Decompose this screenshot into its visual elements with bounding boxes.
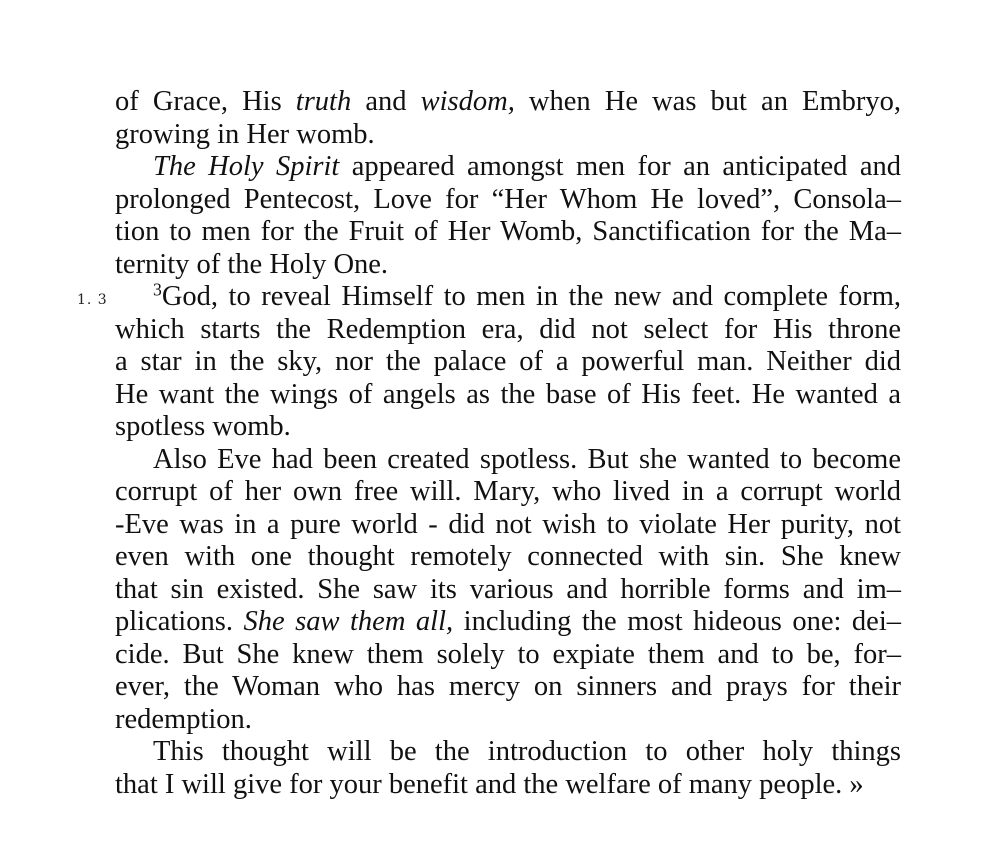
text-line: -Eve was in a pure world - did not wish to violate Her purity, not — [115, 508, 901, 540]
paragraph-start-line: Also Eve had been created spotless. But she wanted to become — [153, 443, 901, 475]
text-line: that I will give for your benefit and the welfare of many people. » — [115, 768, 864, 800]
text-line: of Grace, His truth and wisdom, when He was but an Embryo, — [115, 86, 901, 117]
text-line: growing in Her womb. — [115, 118, 375, 150]
text-line: cide. But She knew them solely to expiate them and to be, for– — [115, 638, 901, 670]
text-line: tion to men for the Fruit of Her Womb, Sanctification for the Ma– — [115, 216, 901, 247]
paragraph-start-line: The Holy Spirit appeared amongst men for an anticipated and — [153, 151, 901, 182]
verse-number: 3 — [153, 279, 162, 300]
text-line: redemption. — [115, 703, 252, 735]
text-line: prolonged Pentecost, Love for “Her Whom He loved”, Consola– — [115, 183, 901, 215]
text-line: which starts the Redemption era, did not select for His throne — [115, 313, 901, 345]
text-line: spotless womb. — [115, 411, 291, 442]
paragraph-start-line: This thought will be the introduction to other holy things — [153, 736, 901, 767]
text-line: He want the wings of angels as the base of His feet. He wanted a — [115, 378, 901, 410]
text-line: plications. She saw them all, including the most hideous one: dei– — [115, 606, 901, 637]
margin-reference-marker: 1. 3 — [77, 292, 108, 308]
italic-text: She saw them all, — [243, 606, 454, 637]
italic-text: The Holy Spirit — [153, 151, 340, 182]
italic-text: wisdom, — [420, 86, 515, 117]
text-line: corrupt of her own free will. Mary, who lived in a corrupt world — [115, 476, 901, 507]
text-line: a star in the sky, nor the palace of a powerful man. Neither did — [115, 346, 901, 377]
text-line: ternity of the Holy One. — [115, 248, 389, 280]
italic-text: truth — [295, 86, 352, 117]
document-body — [115, 86, 901, 801]
text-line: that sin existed. She saw its various and horrible forms and im– — [115, 573, 901, 605]
text-line: even with one thought remotely connected with sin. She knew — [115, 541, 901, 572]
text-line: ever, the Woman who has mercy on sinners and prays for their — [115, 671, 901, 702]
paragraph-start-line: $^3$God, to reveal Himself to men in the new and complete form, — [153, 279, 901, 312]
